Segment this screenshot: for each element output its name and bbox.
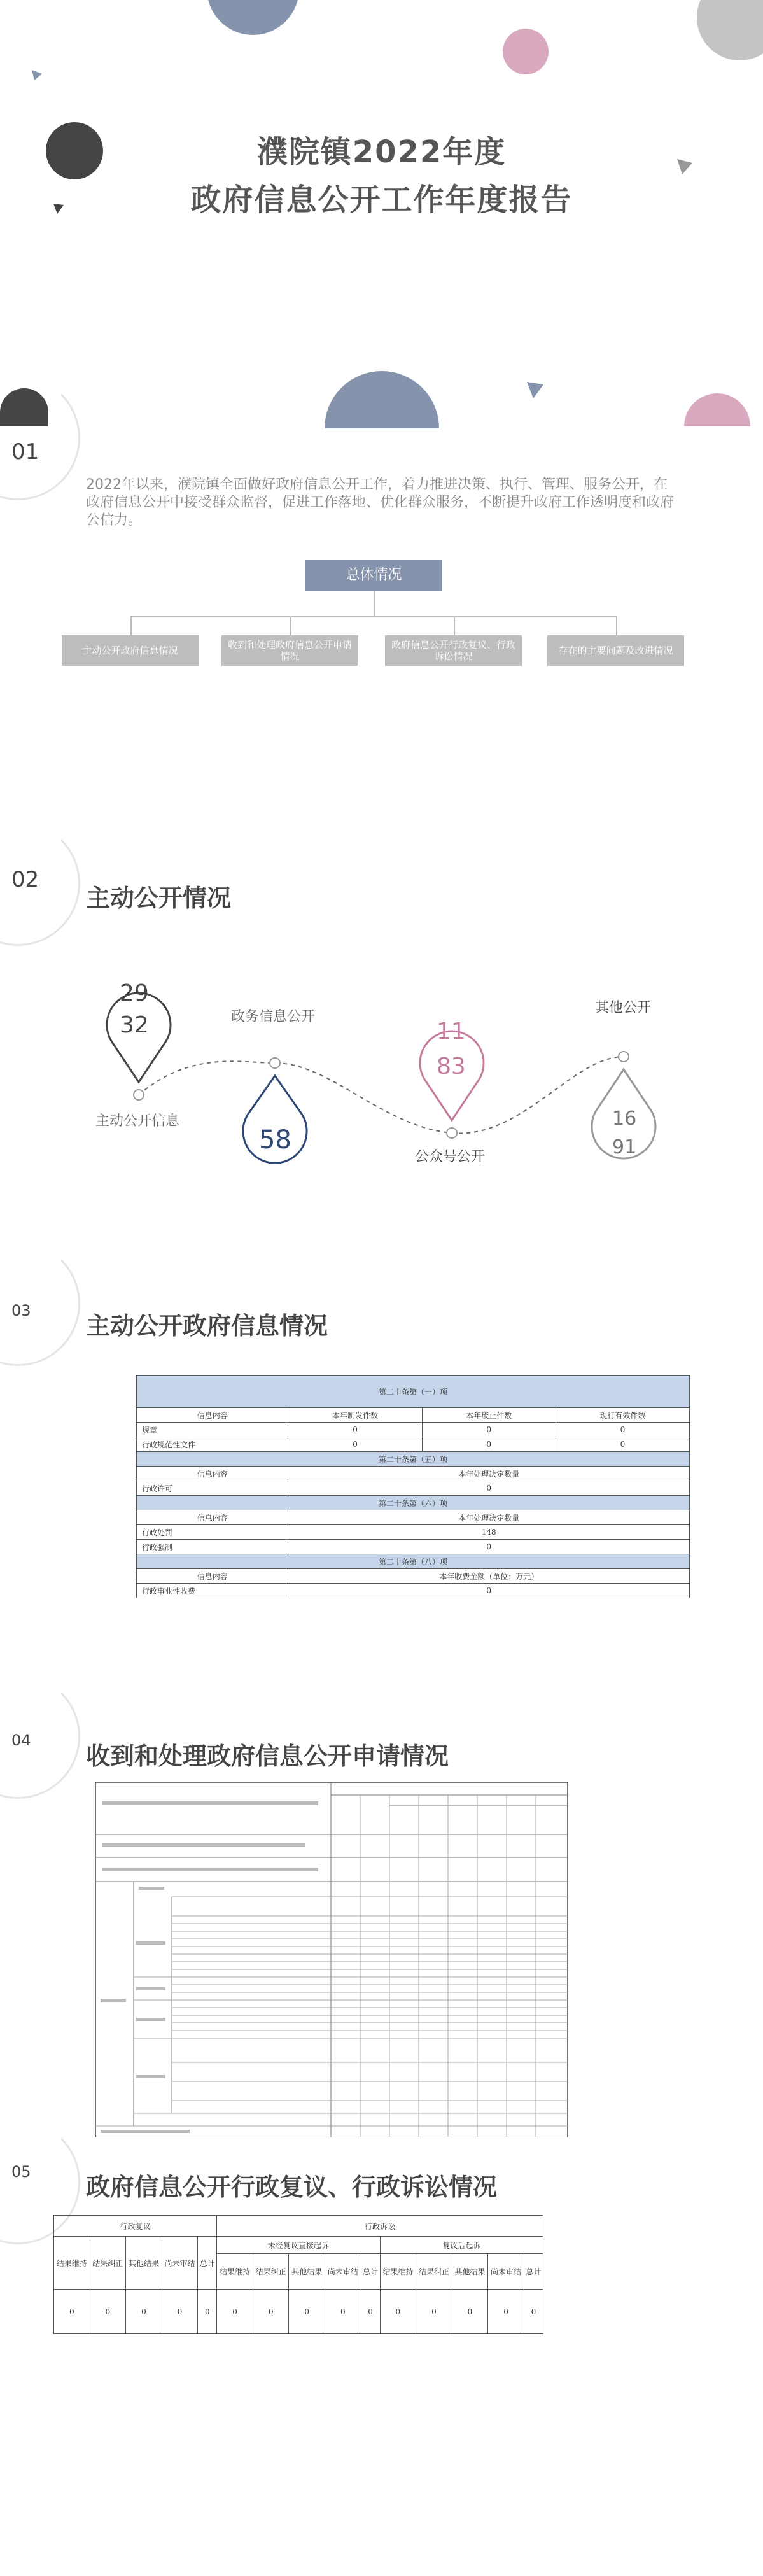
decor-triangle-4 — [526, 381, 545, 400]
timeline-label-2: 政务信息公开 — [231, 1009, 316, 1025]
table5-value: 0 — [126, 2290, 162, 2334]
table3-cell: 行政强制 — [137, 1540, 288, 1554]
table3-cell: 规章 — [137, 1423, 288, 1437]
timeline-graphic — [0, 955, 763, 1209]
table3-cell: 0 — [422, 1437, 556, 1452]
review-litigation-table — [53, 2215, 543, 2334]
timeline-dot-4 — [619, 1052, 629, 1062]
table5-group-litigation: 行政诉讼 — [217, 2216, 543, 2237]
table5-value: 0 — [217, 2290, 253, 2334]
org-connector-horizontal — [130, 616, 617, 617]
section-number-1: 01 — [11, 439, 39, 465]
table5-value: 0 — [54, 2290, 90, 2334]
table5-value: 0 — [416, 2290, 452, 2334]
table3-col: 本年处理决定数量 — [288, 1467, 690, 1481]
org-connector-vertical — [374, 591, 375, 616]
table5-value: 0 — [162, 2290, 198, 2334]
timeline-dot-1 — [134, 1090, 144, 1100]
drop-4-value-a: 16 — [612, 1108, 637, 1130]
decor-circle-gray-top — [697, 0, 763, 60]
page-title-line1: 濮院镇2022年度 — [256, 134, 507, 170]
decor-triangle-1 — [31, 69, 43, 81]
table5-subgroup-after: 复议后起诉 — [380, 2237, 543, 2254]
table3-cell: 0 — [556, 1423, 689, 1437]
table5-value: 0 — [524, 2290, 543, 2334]
table5-value: 0 — [452, 2290, 488, 2334]
table5-value: 0 — [198, 2290, 217, 2334]
drop-1-value-b: 32 — [120, 1012, 149, 1038]
table5-col: 结果维持 — [54, 2237, 90, 2290]
table5-col: 结果纠正 — [416, 2254, 452, 2290]
table3-cell: 0 — [288, 1481, 690, 1496]
application-stats-table-image — [95, 1782, 568, 2137]
drop-2-value: 58 — [259, 1125, 291, 1155]
table3-col: 本年收费金额（单位：万元） — [288, 1569, 690, 1584]
timeline-label-1: 主动公开信息 — [95, 1113, 180, 1129]
table5-group-review: 行政复议 — [54, 2216, 217, 2237]
intro-paragraph: 2022年以来，濮院镇全面做好政府信息公开工作，着力推进决策、执行、管理、服务公开，在政府信息公开中接受群众监督，促进工作落地、优化群众服务，不断提升政府工作透明度和政府公信力。 — [86, 477, 675, 528]
decor-circle-pink-top — [503, 29, 549, 74]
table5-col: 结果纠正 — [90, 2237, 126, 2290]
table5-value: 0 — [361, 2290, 380, 2334]
table5-col: 总计 — [361, 2254, 380, 2290]
table3-col: 本年制发件数 — [288, 1408, 422, 1423]
page-title-line2: 政府信息公开工作年度报告 — [190, 182, 573, 218]
table5-subgroup-direct: 未经复议直接起诉 — [217, 2237, 380, 2254]
table3-col: 本年废止件数 — [422, 1408, 556, 1423]
section-title-5: 政府信息公开行政复议、行政诉讼情况 — [86, 2173, 498, 2201]
section-title-4: 收到和处理政府信息公开申请情况 — [86, 1742, 449, 1770]
table5-value: 0 — [289, 2290, 325, 2334]
table5-col: 其他结果 — [289, 2254, 325, 2290]
table5-col: 结果维持 — [217, 2254, 253, 2290]
timeline-label-4: 其他公开 — [595, 1000, 652, 1016]
table3-cell: 0 — [288, 1584, 690, 1598]
org-box-1: 主动公开政府信息情况 — [62, 635, 199, 666]
drop-3-value-b: 83 — [437, 1053, 466, 1080]
section-number-3: 03 — [11, 1302, 31, 1320]
table5-value: 0 — [253, 2290, 289, 2334]
table5-value: 0 — [90, 2290, 126, 2334]
drop-1-value-a: 29 — [120, 980, 149, 1006]
table5-value: 0 — [325, 2290, 361, 2334]
org-box-3: 政府信息公开行政复议、行政诉讼情况 — [385, 635, 522, 666]
drop-4-value-b: 91 — [612, 1136, 637, 1158]
timeline-label-3: 公众号公开 — [415, 1149, 486, 1165]
table3-cell: 行政事业性收费 — [137, 1584, 288, 1598]
table3-cell: 148 — [288, 1525, 690, 1540]
section-number-5: 05 — [11, 2163, 31, 2181]
table3-header-3: 第二十条第（六）项 — [137, 1496, 690, 1510]
table3-header-1: 第二十条第（一）项 — [137, 1376, 690, 1408]
decor-semicircle-blue — [325, 371, 439, 428]
table3-cell: 行政规范性文件 — [137, 1437, 288, 1452]
section-arc-1 — [0, 376, 80, 500]
section-number-4: 04 — [11, 1731, 31, 1749]
table3-col: 信息内容 — [137, 1467, 288, 1481]
timeline-dot-2 — [270, 1058, 280, 1068]
table3-header-2: 第二十条第（五）项 — [137, 1452, 690, 1467]
drop-3-value-a: 11 — [437, 1018, 466, 1045]
table3-col: 现行有效件数 — [556, 1408, 689, 1423]
table3-header-4: 第二十条第（八）项 — [137, 1554, 690, 1569]
org-connector-1 — [130, 616, 132, 635]
decor-circle-blue-top — [207, 0, 299, 35]
org-connector-2 — [290, 616, 291, 635]
table5-col: 尚未审结 — [325, 2254, 361, 2290]
timeline-curve — [139, 1057, 624, 1134]
decor-semicircle-pink — [684, 393, 750, 426]
table3-cell: 0 — [556, 1437, 689, 1452]
table3-cell: 0 — [288, 1540, 690, 1554]
section-number-2: 02 — [11, 867, 39, 892]
timeline-dot-3 — [447, 1128, 457, 1138]
table5-col: 尚未审结 — [162, 2237, 198, 2290]
table3-cell: 0 — [288, 1437, 422, 1452]
table5-col: 结果纠正 — [253, 2254, 289, 2290]
table3-cell: 0 — [422, 1423, 556, 1437]
table3-cell: 行政许可 — [137, 1481, 288, 1496]
table5-value: 0 — [488, 2290, 524, 2334]
table3-col: 信息内容 — [137, 1408, 288, 1423]
org-connector-4 — [616, 616, 617, 635]
org-box-4: 存在的主要问题及改进情况 — [547, 635, 684, 666]
table5-col: 其他结果 — [126, 2237, 162, 2290]
org-top-box: 总体情况 — [305, 560, 442, 591]
table5-col: 其他结果 — [452, 2254, 488, 2290]
table3-col: 本年处理决定数量 — [288, 1510, 690, 1525]
table5-value: 0 — [380, 2290, 416, 2334]
table3-col: 信息内容 — [137, 1510, 288, 1525]
org-connector-3 — [454, 616, 455, 635]
section-title-2: 主动公开情况 — [86, 884, 232, 912]
table5-col: 总计 — [524, 2254, 543, 2290]
table5-col: 总计 — [198, 2237, 217, 2290]
active-disclosure-table — [136, 1375, 690, 1598]
section-title-3: 主动公开政府信息情况 — [86, 1312, 328, 1340]
table3-col: 信息内容 — [137, 1569, 288, 1584]
table5-col: 尚未审结 — [488, 2254, 524, 2290]
org-box-2: 收到和处理政府信息公开申请情况 — [221, 635, 358, 666]
table5-col: 结果维持 — [380, 2254, 416, 2290]
table3-cell: 行政处罚 — [137, 1525, 288, 1540]
table3-cell: 0 — [288, 1423, 422, 1437]
